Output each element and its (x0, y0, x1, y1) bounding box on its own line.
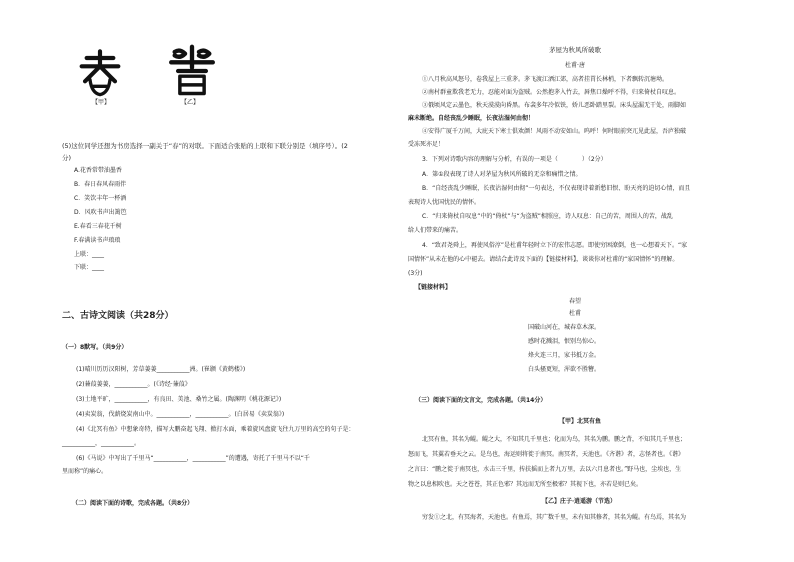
q5-stem: (5)这位同学还想为书房选择一副关于“春”的对联。下面适合张贴的上联和下联分别是（填序号）。(2 (62, 142, 348, 150)
q5-option-f: F.春满读书声琅琅 (74, 237, 121, 244)
q4-line-1: 4．“致君尧舜上，再使风俗淳”是杜甫年轻时立下的宏伟志愿。即使穷困潦倒，也一心想着天下。“家 (422, 242, 688, 249)
poem-title: 茅屋为秋风所破歌 (549, 46, 601, 54)
shanglian-blank[interactable]: 上联：____ (74, 251, 105, 258)
q4-line-3: (3分) (408, 270, 423, 277)
q5-option-e: E.春看三春花千树 (74, 223, 122, 230)
link-line-1: 国破山河在，城春草木深。 (528, 324, 601, 331)
jia-title: 【甲】北冥有鱼 (558, 418, 601, 425)
poem-line-3: ③俄顷风定云墨色，秋天漠漠向昏黑。布衾多年冷似铁，娇儿恶卧踏里裂。床头屋漏无干处，雨脚如 (422, 102, 687, 109)
part1-title: （一）8默写。（共9分） (62, 344, 128, 351)
fill-2[interactable]: (2)蒹葭萋萋，___________。(《诗经·蒹葭》 (76, 381, 191, 388)
poem-line-4: 麻未断绝。自经丧乱少睡眠，长夜沾湿何由彻！ (408, 115, 535, 122)
q3-option-b-cont: 表现诗人忧国忧民的情怀。 (408, 199, 481, 206)
fill-3[interactable]: (3)土地平旷，___________，有良田、美池、桑竹之属。(陶渊明《桃花源记》) (76, 396, 282, 403)
yi-title: 【乙】庄子·逍遥游（节选） (541, 498, 617, 505)
poem-line-5: ④安得广厦千万间，大庇天下寒士俱欢颜！风雨不动安如山。呜呼！何时眼前突兀见此屋，吾庐独破 (422, 128, 687, 135)
link-author: 杜甫 (568, 310, 581, 317)
fill-1[interactable]: (1)晴川历历汉阳树，芳草萋萋___________洲。(崔颢《黄鹤楼》) (76, 366, 246, 373)
jia-line-2: 怒而飞，其翼若垂天之云。是鸟也，海运则将徙于南冥。南冥者，天池也。《齐谐》者，志怪者也。《谐》 (408, 451, 685, 458)
link-title: 春望 (568, 298, 581, 305)
part3-title: （三）阅读下面的文言文，完成各题。（共14分） (415, 397, 547, 404)
glyph-caption-jia: 【甲】 (92, 99, 111, 106)
seal-chun-icon (74, 48, 126, 98)
fill-4[interactable]: (4)卖炭翁，伐薪烧炭南山中。___________，___________。(白居易《卖炭翁》) (76, 411, 285, 418)
q4-line-2: 国情怀”从未在他的心中褪去。请结合此诗及下面的【链接材料】，谈谈你对杜甫的“家国情怀”的理解。 (408, 256, 679, 263)
q3-option-c: C．“归来倚杖自叹息”中的“倚杖”与“为盗贼”相照应，诗人叹息：自己的苦，周围人的苦，战乱 (422, 213, 673, 220)
q5-option-d: D．风吹书声出篱笆 (74, 209, 127, 216)
fill-5-line1: (4)《北冥有鱼》中想象奇特，描写大鹏奋起飞翔、掀打水面，乘着旋风盘旋飞往九万里的高空的句子是： (76, 426, 355, 433)
q5-option-a: A.花香常带油墨香 (74, 167, 122, 174)
jia-line-1: 北冥有鱼，其名为鲲。鲲之大，不知其几千里也；化而为鸟，其名为鹏。鹏之背，不知其几千里也； (422, 436, 687, 443)
poem-line-2: ②南村群童欺我老无力，忍能对面为盗贼。公然抱茅入竹去，唇焦口燥呼不得，归来倚杖自叹息。 (422, 89, 681, 96)
xialian-blank[interactable]: 下联：____ (74, 264, 105, 271)
link-label: 【链接材料】 (415, 284, 452, 291)
fill-6-line2: 里而称”的痛心。 (62, 468, 108, 475)
section2-title: 二、古诗文阅读（共28分） (62, 311, 174, 321)
link-line-3: 烽火连三月，家书抵万金。 (528, 352, 601, 359)
fill-5-line2[interactable]: ___________，___________。 (62, 440, 141, 447)
q5-option-c: C．笑饮丰年一杯酒 (74, 195, 127, 202)
q3-option-c-cont: 给人们带来的痛苦。 (408, 227, 463, 234)
link-line-4: 白头搔更短，浑欲不胜簪。 (528, 366, 601, 373)
yi-line-1: 穷发①之北，有冥海者，天池也。有鱼焉，其广数千里，未有知其修者，其名为鲲。有鸟焉，其名为 (422, 514, 687, 521)
jia-line-4: 物之以息相吹也。天之苍苍，其正色邪？其远而无所至极邪？其视下也，亦若是则已矣。 (408, 481, 643, 488)
part2-title: （二）阅读下面的诗歌，完成各题。（共8分） (72, 500, 194, 507)
q5-option-b: B．春日春风春雨伴 (74, 181, 127, 188)
q3-stem: 3．下列对诗歌内容的理解与分析，有误的一项是（ ）（2分） (422, 156, 607, 163)
seal-chun-variant-icon (166, 44, 218, 98)
q5-stem-cont: 分) (62, 154, 72, 162)
jia-line-3: 之言曰：“鹏之徙于南冥也，水击三千里，抟扶摇而上者九万里，去以六月息者也。”野马也，尘埃也，生 (408, 466, 682, 473)
link-line-2: 感时花溅泪，恨别鸟惊心。 (528, 338, 601, 345)
poem-line-1: ①八月秋高风怒号，卷我屋上三重茅。茅飞渡江洒江郊，高者挂罥长林梢，下者飘转沉塘坳。 (422, 76, 669, 83)
fill-6-line1[interactable]: (6)《马说》中写出了千里马“___________，___________”的遭遇，寄托了千里马不以“千 (76, 455, 310, 462)
poem-author: 杜甫·唐 (565, 62, 585, 69)
glyph-caption-yi: 【乙】 (181, 99, 200, 106)
q3-option-a: A．第①段表现了诗人对茅屋为秋风所破的无奈和痛惜之情。 (422, 171, 582, 178)
q3-option-b: B．“自经丧乱少睡眠，长夜沾湿何由彻”一句表达，不仅表现诗着新愁旧恨、盼天亮的迫切心情，而且 (422, 185, 691, 192)
poem-line-6: 受冻死亦足！ (408, 141, 445, 148)
